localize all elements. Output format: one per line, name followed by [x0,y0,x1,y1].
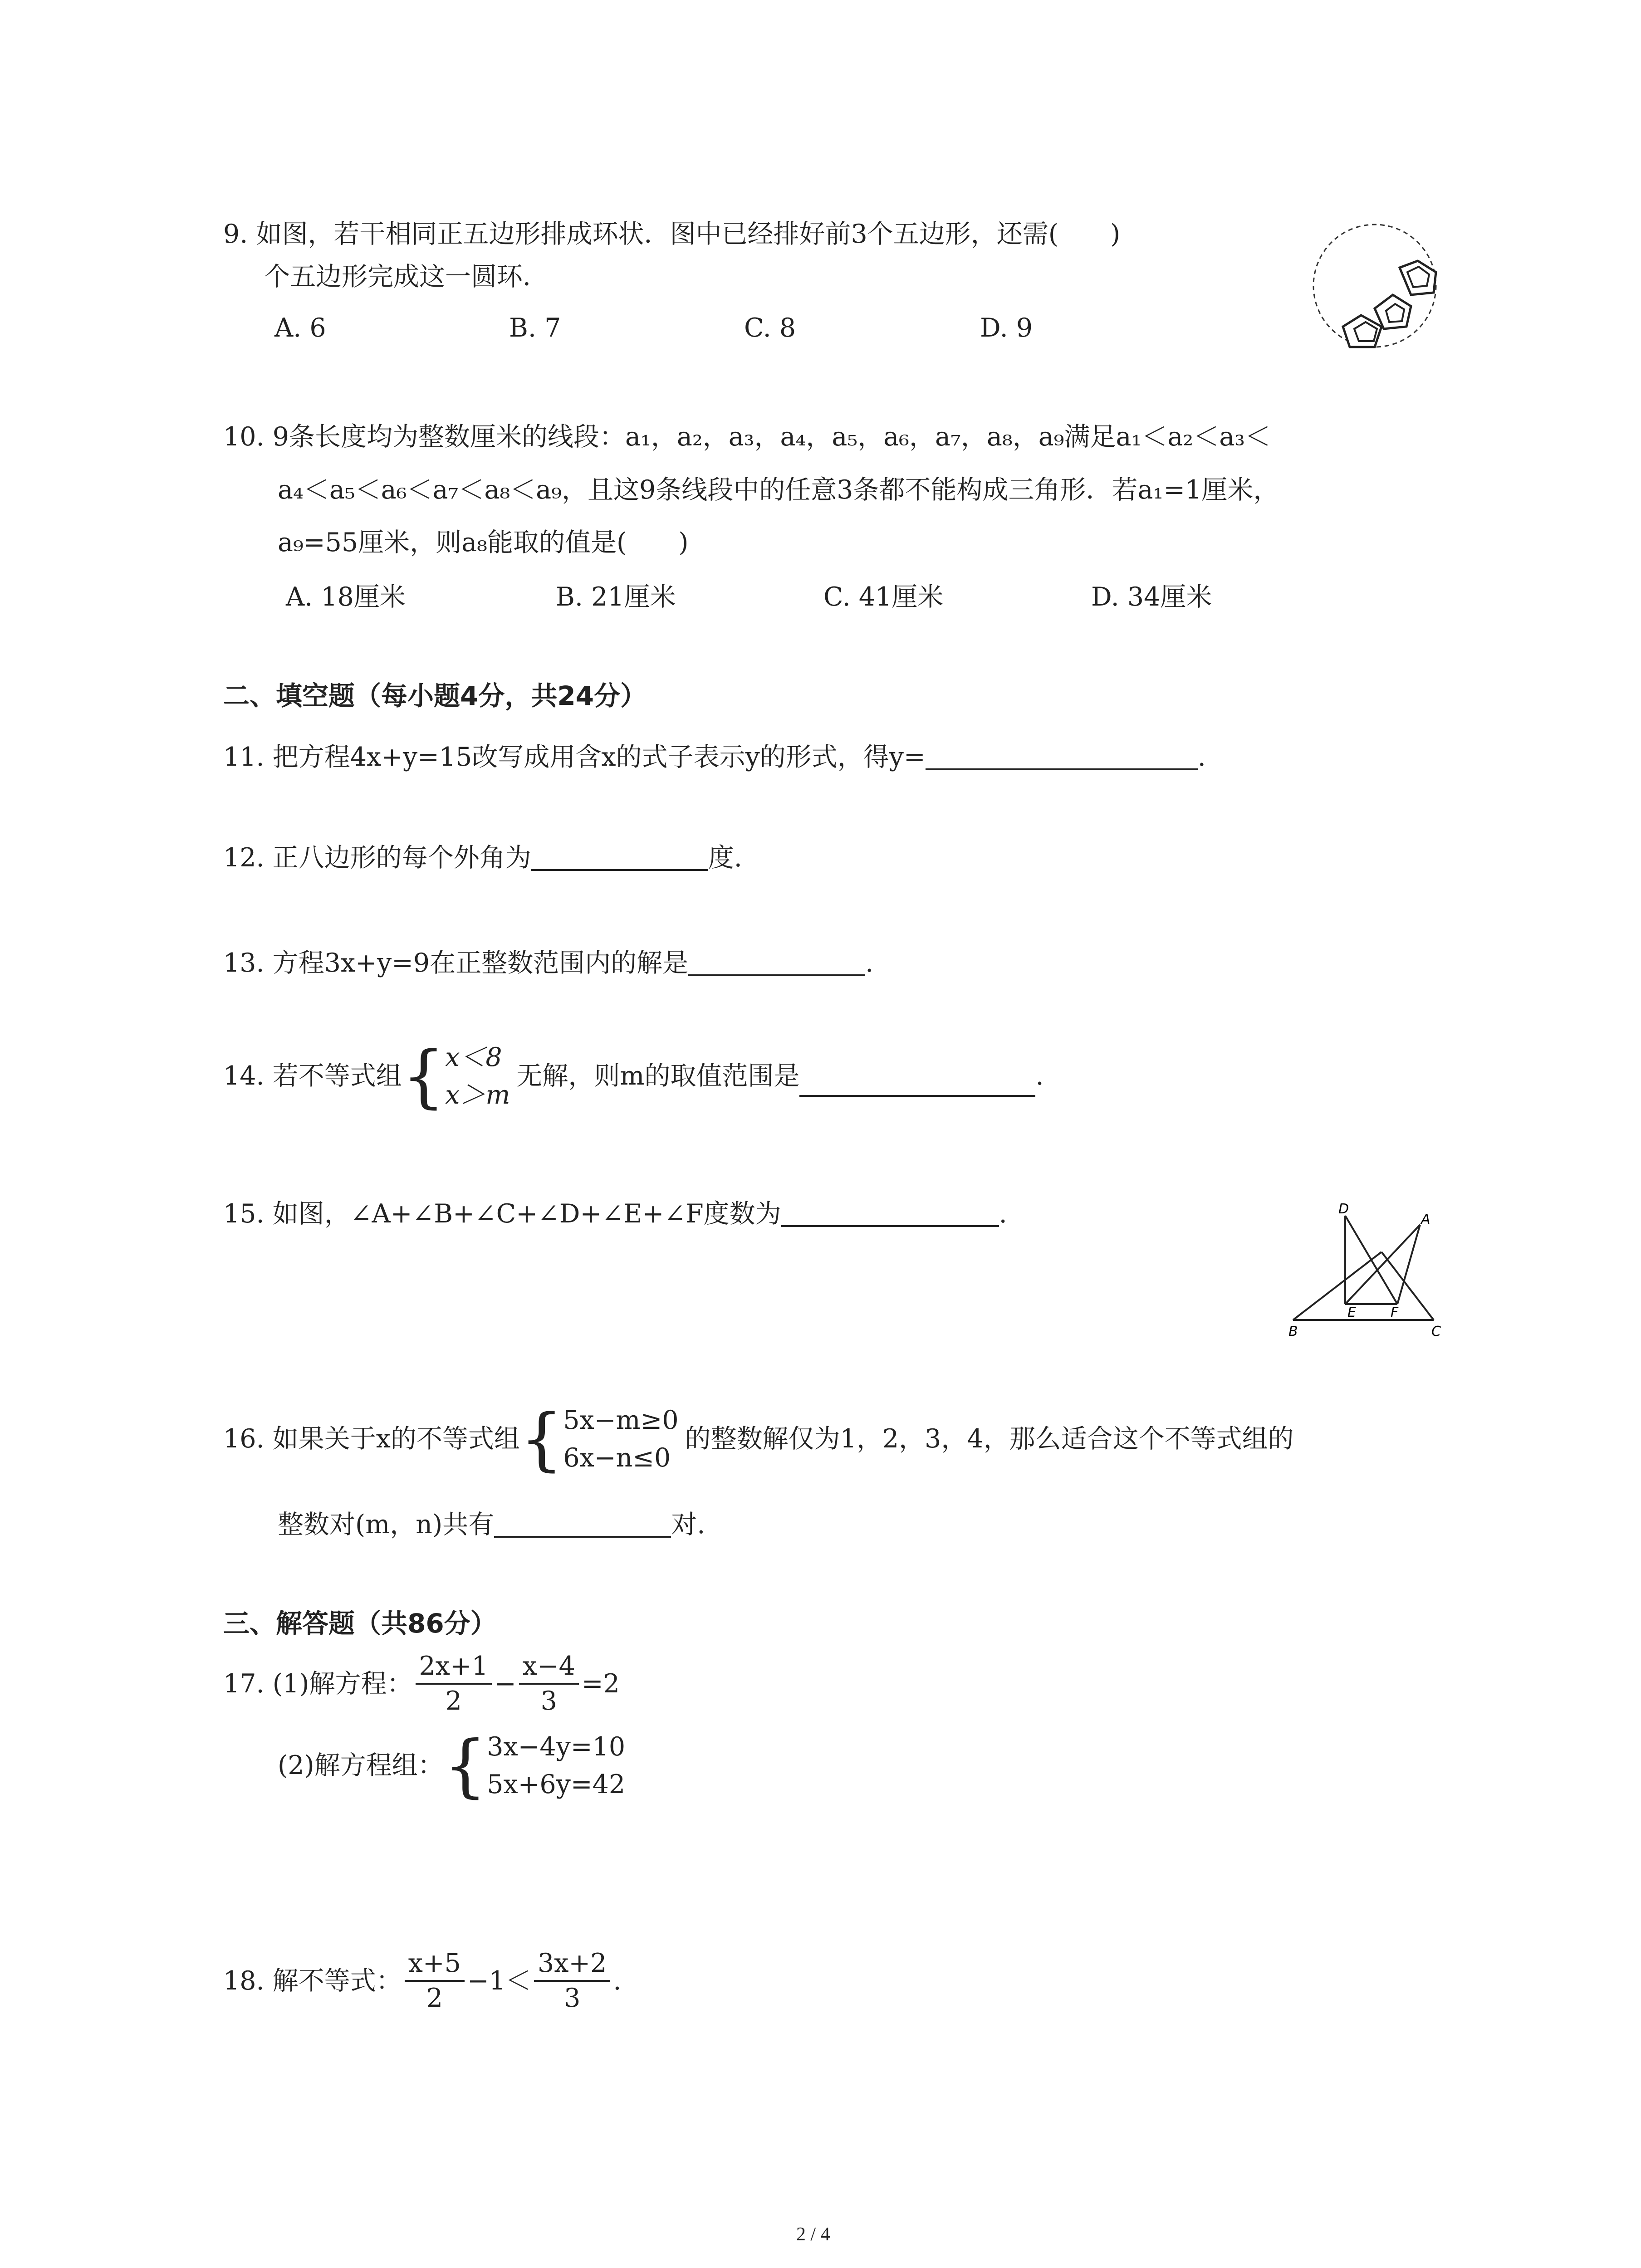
fraction-2 [534,1950,610,2011]
q17-row2: 5x+6y=42 [487,1769,626,1799]
q10-line2: a₄＜a₅＜a₆＜a₇＜a₈＜a₉，且这9条线段中的任意3条都不能构成三角形．若a₁=1厘米， [278,475,1279,505]
q16-line1 [223,1399,1294,1479]
q18-end: . [613,1965,622,1996]
q13 [223,949,873,976]
q9-option-c: C. 8 [744,313,796,343]
fraction-1-denominator: 2 [445,1686,462,1716]
fraction-1 [405,1950,465,2011]
q14-row1: x＜8 [445,1042,502,1072]
q15-answer-blank[interactable] [781,1200,999,1227]
q17-part2 [278,1728,625,1803]
q18-middle: −1＜ [467,1965,531,1996]
q17-system [487,1728,625,1803]
q16-row1: 5x−m≥0 [563,1405,679,1435]
q12-end: 度. [708,843,742,873]
q14-text2: 无解，则m的取值范围是 [516,1061,800,1091]
left-brace: { [443,1726,487,1805]
page-number: 2 / 4 [796,2224,830,2245]
q16-text: 16. 如果关于x的不等式组 [223,1424,520,1454]
q15 [223,1200,1007,1227]
q13-text: 13. 方程3x+y=9在正整数范围内的解是 [223,948,689,978]
q14-system [445,1039,510,1114]
q11-end: . [1197,742,1206,772]
q17-text: 17. (1)解方程： [223,1668,413,1699]
q11-answer-blank[interactable] [926,743,1198,770]
label-f: F [1391,1305,1399,1320]
fraction-1-denominator: 2 [426,1983,443,2013]
section-2-heading: 二、填空题（每小题4分，共24分） [223,680,647,711]
label-c: C [1431,1324,1441,1339]
minus-sign: − [494,1668,516,1699]
q16-line2 [278,1510,705,1538]
q13-end: . [865,948,874,978]
q10-option-b: B. 21厘米 [556,582,676,612]
q16-text3: 整数对(m，n)共有 [278,1510,495,1540]
q10-option-a: A. 18厘米 [286,582,406,612]
q9-option-a: A. 6 [274,313,326,343]
q14-answer-blank[interactable] [799,1070,1035,1097]
pentagon-ring-figure [1302,213,1452,363]
fraction-2-denominator: 3 [564,1983,581,2013]
left-brace: { [519,1399,563,1479]
q14-end: . [1035,1061,1044,1091]
q15-end: . [999,1199,1007,1229]
q14 [223,1036,1044,1116]
q16-answer-blank[interactable] [494,1510,671,1538]
label-b: B [1288,1324,1298,1339]
q17-text2: (2)解方程组： [278,1750,444,1781]
section-3-heading: 三、解答题（共86分） [223,1608,497,1639]
q12 [223,844,742,871]
fraction-2-numerator: 3x+2 [534,1950,610,1982]
q11-text: 11. 把方程4x+y=15改写成用含x的式子表示y的形式，得y= [223,742,926,772]
fraction-1-numerator: x+5 [405,1950,465,1982]
q10-option-d: D. 34厘米 [1091,582,1212,612]
label-e: E [1347,1305,1356,1320]
q12-text: 12. 正八边形的每个外角为 [223,843,531,873]
q15-text: 15. 如图，∠A+∠B+∠C+∠D+∠E+∠F度数为 [223,1199,781,1229]
fraction-2-denominator: 3 [540,1686,557,1716]
q14-text: 14. 若不等式组 [223,1061,402,1091]
q9-line2: 个五边形完成这一圆环． [264,262,549,292]
q9-option-d: D. 9 [980,313,1033,343]
fraction-1-numerator: 2x+1 [416,1653,492,1685]
q11 [223,743,1206,770]
q10-line3: a₉=55厘米，则a₈能取的值是( ) [278,528,689,557]
q18 [223,1950,622,2011]
fraction-2-numerator: x−4 [519,1653,579,1685]
q12-answer-blank[interactable] [531,844,708,871]
q17-part1 [223,1653,620,1714]
q17-row1: 3x−4y=10 [487,1732,626,1762]
left-brace: { [402,1036,446,1116]
q16-end: 对. [671,1510,705,1540]
q13-answer-blank[interactable] [688,949,865,976]
angle-sum-figure [1279,1193,1452,1343]
q16-row2: 6x−n≤0 [563,1442,671,1473]
fraction-2 [519,1653,579,1714]
q9-line1: 9. 如图，若干相同正五边形排成环状．图中已经排好前3个五边形，还需( ) [223,219,1121,249]
q17-equals: =2 [581,1668,620,1699]
q10-line1: 10. 9条长度均为整数厘米的线段：a₁，a₂，a₃，a₄，a₅，a₆，a₇，a₈，a₉满足a₁＜a₂＜a₃＜ [223,422,1271,452]
q10-option-c: C. 41厘米 [823,582,944,612]
q16-text2: 的整数解仅为1，2，3，4，那么适合这个不等式组的 [685,1424,1294,1454]
q9-option-b: B. 7 [509,313,561,343]
q14-row2: x＞m [445,1080,510,1110]
fraction-1 [416,1653,492,1714]
q18-text: 18. 解不等式： [223,1965,402,1996]
label-d: D [1338,1201,1349,1217]
label-a: A [1421,1212,1430,1227]
q16-system [563,1402,678,1476]
